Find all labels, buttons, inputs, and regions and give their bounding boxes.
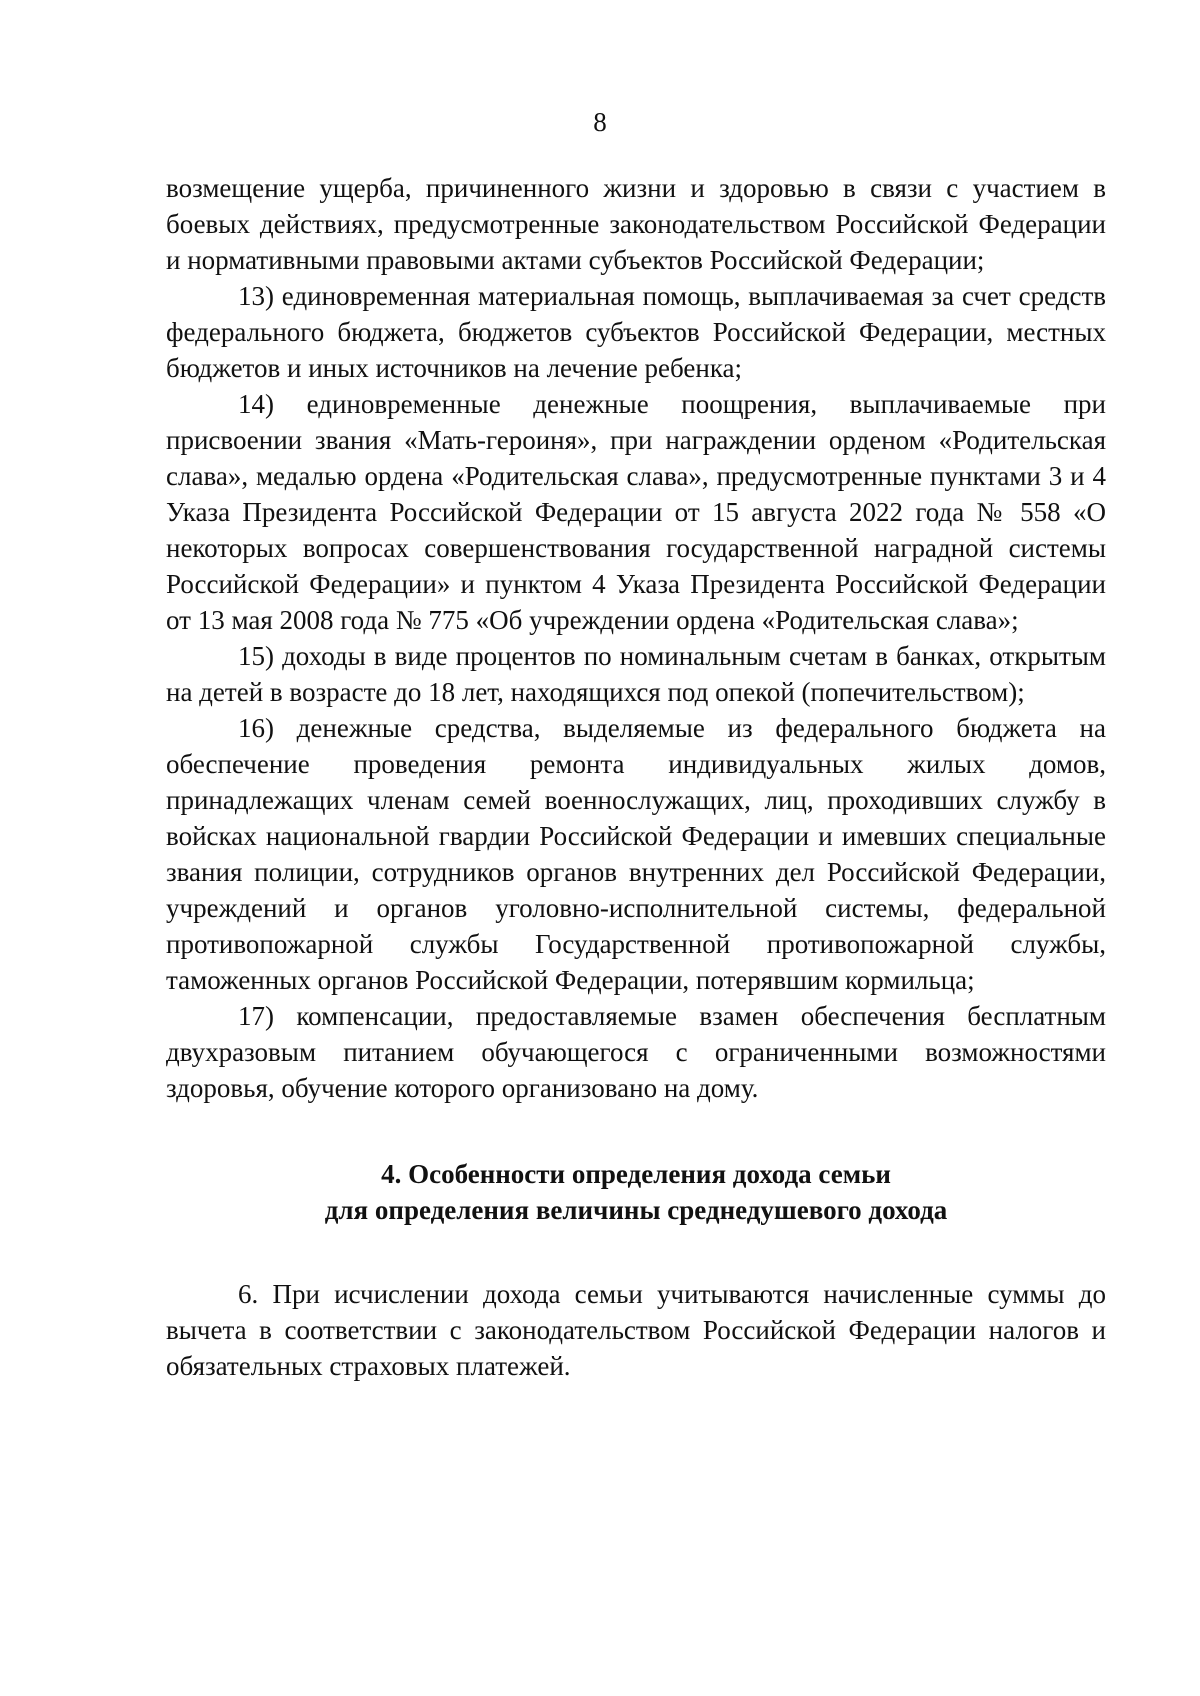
- paragraph-continuation: возмещение ущерба, причиненного жизни и здоровью в связи с участием в боевых действиях, предусмотренные законодательством Российской Федерации и нормативными правовыми актами субъектов Российской Федерации;: [166, 173, 1106, 275]
- paragraph-6: 6. При исчислении дохода семьи учитываются начисленные суммы до вычета в соответствии с законодательством Российской Федерации налогов и обязательных страховых платежей.: [166, 1279, 1106, 1381]
- page-number: 8: [593, 107, 607, 137]
- section-heading-line-2: для определения величины среднедушевого дохода: [324, 1195, 948, 1225]
- list-item-15: 15) доходы в виде процентов по номинальным счетам в банках, открытым на детей в возрасте до 18 лет, находящихся под опекой (попечительством);: [166, 641, 1106, 707]
- list-item-13: 13) единовременная материальная помощь, выплачиваемая за счет средств федерального бюджета, бюджетов субъектов Российской Федерации, местных бюджетов и иных источников на лечение ребенка;: [166, 281, 1106, 383]
- list-item-17: 17) компенсации, предоставляемые взамен обеспечения бесплатным двухразовым питанием обучающегося с ограниченными возможностями здоровья, обучение которого организовано на дому.: [166, 1001, 1106, 1103]
- list-item-14: 14) единовременные денежные поощрения, выплачиваемые при присвоении звания «Мать-героиня», при награждении орденом «Родительская слава», медалью ордена «Родительская слава», предусмотренные пунктами 3 и 4 Указа Президента Российской Федерации от 15 августа 2022 года № 558 «О некоторых вопросах совершенствования государственной наградной системы Российской Федерации» и пунктом 4 Указа Президента Российской Федерации от 13 мая 2008 года № 775 «Об учреждении ордена «Родительская слава»;: [166, 389, 1106, 635]
- section-heading: [166, 1156, 1106, 1228]
- list-item-16: 16) денежные средства, выделяемые из федерального бюджета на обеспечение проведения ремонта индивидуальных жилых домов, принадлежащих членам семей военнослужащих, лиц, проходивших службу в войсках национальной гвардии Российской Федерации и имевших специальные звания полиции, сотрудников органов внутренних дел Российской Федерации, учреждений и органов уголовно-исполнительной системы, федеральной противопожарной службы Государственной противопожарной службы, таможенных органов Российской Федерации, потерявшим кормильца;: [166, 713, 1106, 995]
- document-body: [166, 170, 1106, 1384]
- section-heading-line-1: 4. Особенности определения дохода семьи: [381, 1159, 891, 1189]
